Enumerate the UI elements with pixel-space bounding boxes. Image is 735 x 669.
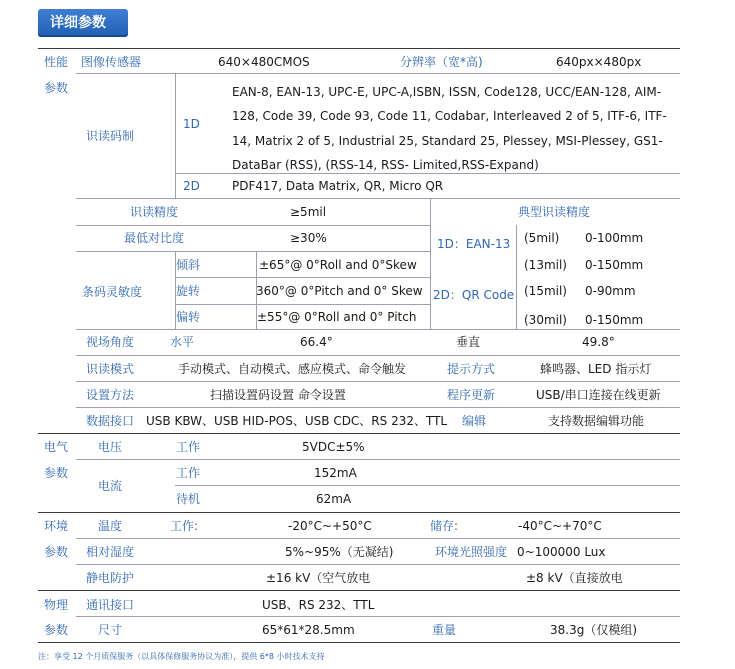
divider: [76, 459, 680, 460]
typical-mil: (13mil): [524, 258, 567, 272]
divider: [38, 48, 680, 49]
rotate-value: 360°@ 0°Pitch and 0° Skew: [256, 284, 423, 298]
divider: [76, 355, 680, 356]
current-standby-value: 62mA: [316, 492, 352, 506]
divider: [76, 73, 680, 74]
contrast-value: ≥30%: [290, 231, 327, 245]
divider: [430, 198, 431, 329]
weight-value: 38.3g（仅模组): [550, 623, 638, 637]
humidity-label: 相对湿度: [86, 545, 135, 559]
typical-mil: (30mil): [524, 313, 567, 327]
update-label: 程序更新: [447, 388, 496, 402]
section-label-physical-2: 参数: [44, 623, 69, 637]
size-value: 65*61*28.5mm: [262, 623, 355, 637]
temperature-work-value: -20°C~+50°C: [288, 519, 372, 533]
footnote: 注：享受 12 个月质保服务（以具体保修服务协议为准），提供 6*8 小时技术支持: [38, 652, 325, 661]
interface-value: USB KBW、USB HID-POS、USB CDC、RS 232、TTL: [146, 414, 448, 428]
setup-label: 设置方法: [86, 388, 135, 402]
typical-range: 0-100mm: [585, 231, 644, 245]
fov-v-value: 49.8°: [582, 335, 615, 349]
size-label: 尺寸: [98, 623, 123, 637]
symbologies-label: 识读码制: [86, 129, 135, 143]
current-standby-label: 待机: [176, 492, 201, 506]
section-label-electrical: 电气: [44, 440, 69, 454]
divider: [175, 73, 176, 198]
section-label-environment: 环境: [44, 519, 69, 533]
typical-range: 0-150mm: [585, 258, 644, 272]
setup-value: 扫描设置码设置 命令设置: [210, 388, 346, 402]
typical-mil: (15mil): [524, 284, 567, 298]
divider: [175, 277, 430, 278]
tilt-value: ±65°@ 0°Roll and 0°Skew: [259, 258, 417, 272]
contrast-label: 最低对比度: [124, 231, 185, 245]
divider: [516, 225, 517, 329]
sensitivity-label: 条码灵敏度: [82, 285, 143, 299]
symbologies-1d-value: EAN-8, EAN-13, UPC-E, UPC-A,ISBN, ISSN, Code128, UCC/EAN-128, AIM-128, Code 39, Code 93, Code 11, Codabar, Interleaved 2 of 5, ITF-6, ITF-14, Matrix 2 of 5, Industrial 25, Standard 25, Plessey, MSI-Plessey, GS1-DataBar (RSS), (RSS-14, RSS- Limited,RSS-Expand): [232, 85, 667, 172]
divider: [76, 198, 680, 199]
voltage-value: 5VDC±5%: [302, 440, 365, 454]
divider: [76, 616, 680, 617]
interface-label: 数据接口: [86, 414, 135, 428]
symbologies-2d-label: 2D: [183, 179, 200, 193]
divider: [76, 538, 680, 539]
resolution-value: 640px×480px: [556, 55, 642, 69]
divider: [38, 642, 680, 643]
typical-mil: (5mil): [524, 231, 560, 245]
divider: [175, 304, 430, 305]
symbologies-1d-label: 1D: [183, 117, 200, 131]
resolution-label: 分辨率（宽*高): [400, 55, 483, 69]
typical-1d-label: 1D：EAN-13: [437, 237, 511, 251]
update-value: USB/串口连接在线更新: [536, 388, 661, 402]
rotate-label: 旋转: [176, 284, 201, 298]
comm-value: USB、RS 232、TTL: [262, 598, 375, 612]
divider: [38, 590, 680, 591]
section-label-environment-2: 参数: [44, 545, 69, 559]
divider: [76, 225, 430, 226]
temperature-store-label: 储存:: [430, 519, 459, 533]
divider: [38, 512, 680, 513]
temperature-label: 温度: [98, 519, 123, 533]
fov-label: 视场角度: [86, 335, 135, 349]
symbologies-2d-value: PDF417, Data Matrix, QR, Micro QR: [232, 179, 444, 193]
divider: [76, 381, 680, 382]
edit-label: 编辑: [462, 414, 487, 428]
divider: [76, 329, 680, 330]
current-work-label: 工作: [176, 466, 201, 480]
section-label-electrical-2: 参数: [44, 466, 69, 480]
section-label-physical: 物理: [44, 598, 69, 612]
light-value: 0~100000 Lux: [517, 545, 606, 559]
typical-range: 0-150mm: [585, 313, 644, 327]
temperature-work-label: 工作:: [170, 519, 199, 533]
section-title: 详细参数: [38, 9, 128, 37]
typical-2d-label: 2D：QR Code: [433, 288, 515, 302]
weight-label: 重量: [432, 623, 457, 637]
edit-value: 支持数据编辑功能: [548, 414, 645, 428]
comm-label: 通讯接口: [86, 598, 135, 612]
esd-contact-value: ±8 kV（直接放电: [526, 571, 623, 585]
section-label-performance-2: 参数: [44, 81, 69, 95]
voltage-sub-label: 工作: [176, 440, 201, 454]
current-label: 电流: [98, 479, 123, 493]
tilt-label: 倾斜: [176, 258, 201, 272]
fov-h-value: 66.4°: [300, 335, 333, 349]
esd-label: 静电防护: [86, 571, 135, 585]
temperature-store-value: -40°C~+70°C: [518, 519, 602, 533]
prompt-label: 提示方式: [447, 362, 496, 376]
light-label: 环境光照强度: [435, 545, 508, 559]
divider: [175, 485, 680, 486]
section-label-performance: 性能: [44, 55, 69, 69]
fov-v-label: 垂直: [456, 335, 481, 349]
voltage-label: 电压: [98, 440, 123, 454]
typical-header: 典型识读精度: [518, 205, 591, 219]
divider: [76, 251, 430, 252]
yaw-label: 偏转: [176, 310, 201, 324]
precision-label: 识读精度: [130, 205, 179, 219]
current-work-value: 152mA: [314, 466, 357, 480]
divider: [38, 433, 680, 434]
fov-h-label: 水平: [170, 335, 195, 349]
sensor-label: 图像传感器: [81, 55, 142, 69]
precision-value: ≥5mil: [290, 205, 327, 219]
humidity-value: 5%~95%（无凝结): [285, 545, 394, 559]
sensor-value: 640×480CMOS: [218, 55, 310, 69]
divider: [76, 564, 680, 565]
modes-label: 识读模式: [86, 362, 135, 376]
divider: [76, 407, 680, 408]
typical-range: 0-90mm: [585, 284, 636, 298]
modes-value: 手动模式、自动模式、感应模式、命令触发: [178, 362, 407, 376]
yaw-value: ±55°@ 0°Roll and 0° Pitch: [257, 310, 417, 324]
prompt-value: 蜂鸣器、LED 指示灯: [540, 362, 652, 376]
esd-air-value: ±16 kV（空气放电: [266, 571, 371, 585]
